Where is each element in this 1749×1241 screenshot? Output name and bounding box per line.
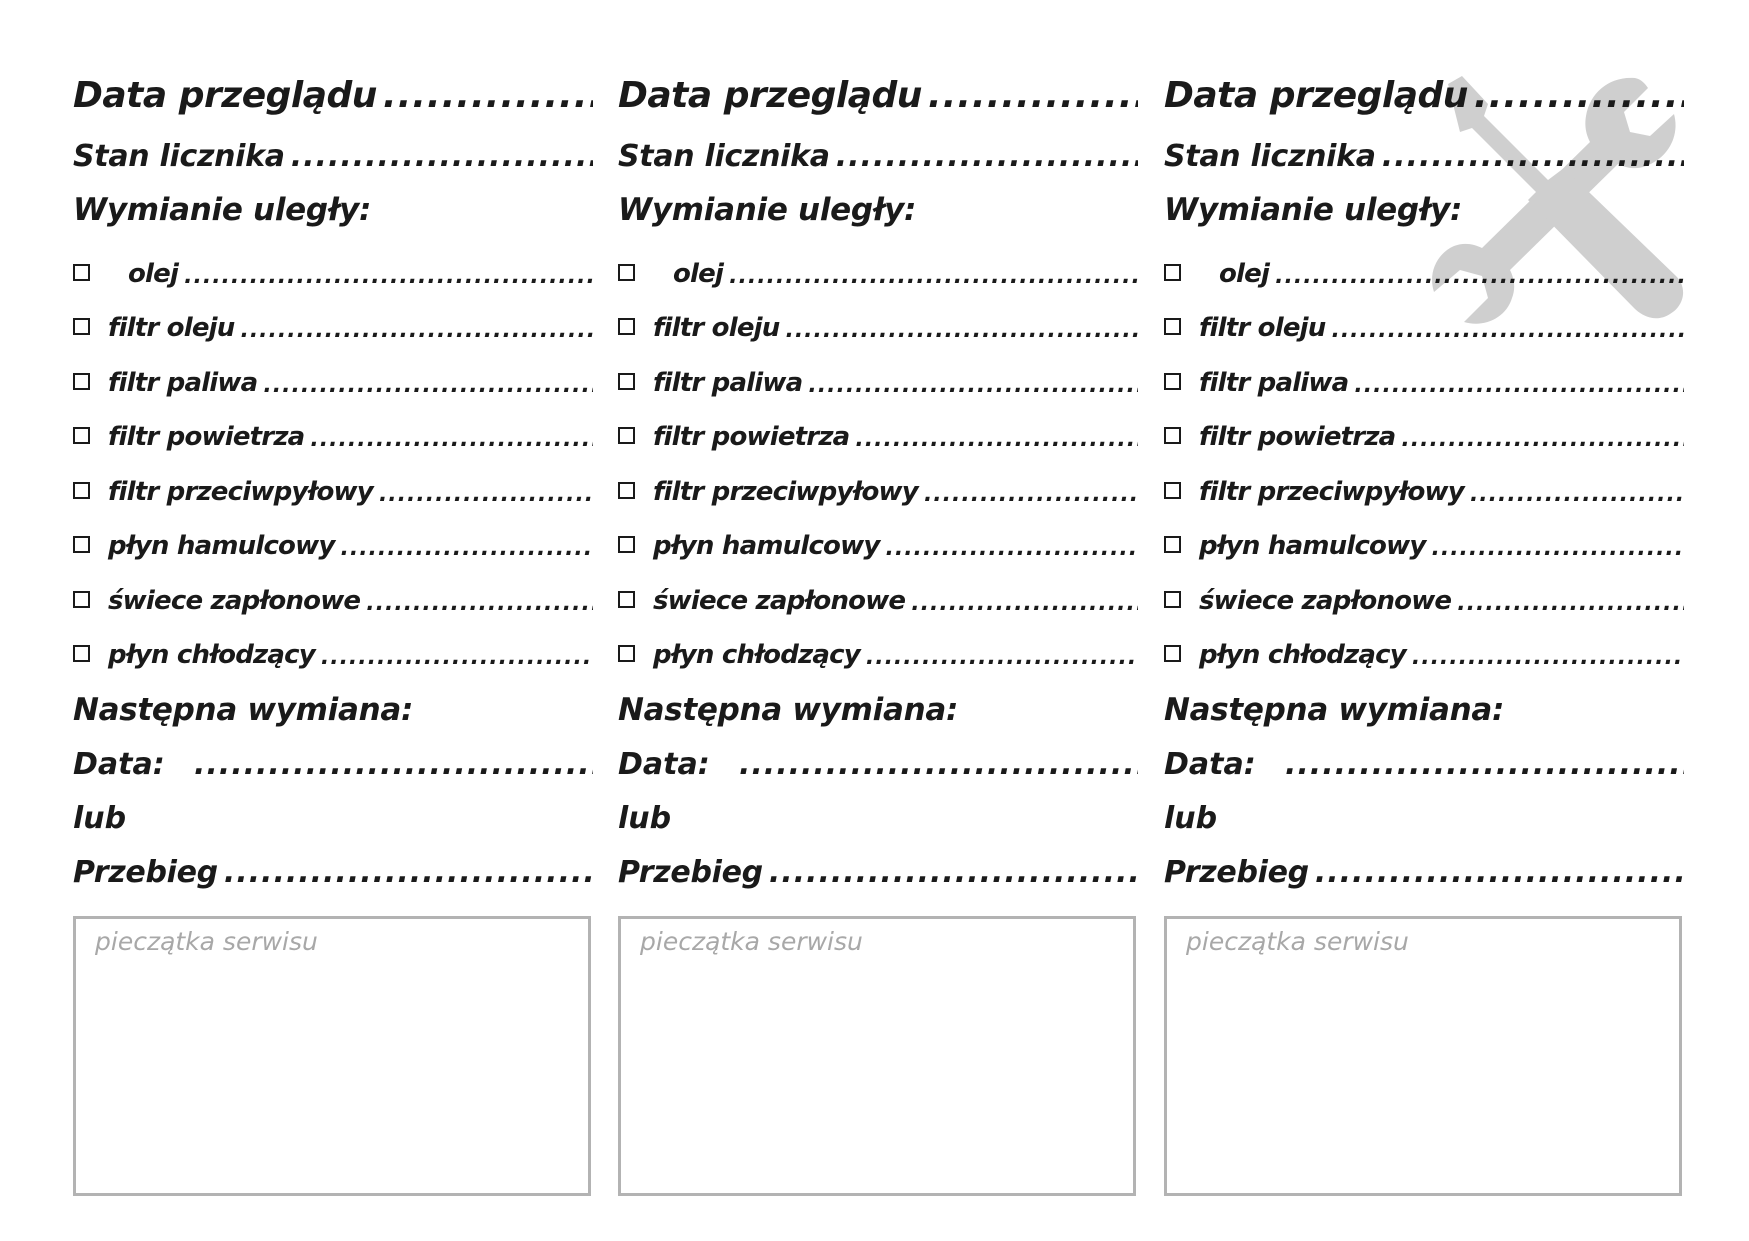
checkbox[interactable]	[618, 536, 635, 553]
stamp-label: pieczątka serwisu	[640, 927, 863, 956]
checkbox[interactable]	[73, 318, 90, 335]
item-field[interactable]	[1275, 264, 1684, 289]
service-column-1	[73, 58, 593, 1196]
item-field[interactable]	[911, 591, 1138, 616]
next-date-label: Data:	[618, 747, 710, 782]
inspection-date-row[interactable]	[618, 58, 1138, 116]
odometer-row[interactable]	[618, 118, 1138, 174]
next-date-label: Data:	[73, 747, 165, 782]
mileage-label: Przebieg	[73, 855, 218, 890]
item-spark-plugs[interactable]	[1164, 561, 1684, 616]
item-field[interactable]	[1470, 482, 1684, 507]
item-cabin-filter[interactable]	[73, 452, 593, 507]
item-field[interactable]	[1331, 318, 1684, 343]
item-label: filtr powietrza	[653, 422, 850, 452]
or-label: lub	[73, 801, 127, 836]
checkbox[interactable]	[1164, 427, 1181, 444]
item-air-filter[interactable]	[73, 398, 593, 453]
checkbox[interactable]	[1164, 373, 1181, 390]
item-field[interactable]	[240, 318, 593, 343]
item-oil[interactable]	[1164, 234, 1684, 289]
item-brake-fluid[interactable]	[618, 507, 1138, 562]
item-spark-plugs[interactable]	[73, 561, 593, 616]
replaced-heading: Wymianie uległy:	[1164, 192, 1463, 228]
item-field[interactable]	[1412, 645, 1684, 670]
next-date-row[interactable]	[1164, 728, 1684, 782]
item-field[interactable]	[321, 645, 593, 670]
odometer-row[interactable]	[73, 118, 593, 174]
item-label: płyn hamulcowy	[1199, 531, 1426, 561]
item-oil-filter[interactable]	[1164, 289, 1684, 344]
item-field[interactable]	[379, 482, 593, 507]
next-date-label: Data:	[1164, 747, 1256, 782]
mileage-field[interactable]	[224, 855, 593, 890]
next-change-heading: Następna wymiana:	[73, 692, 414, 728]
checkbox[interactable]	[73, 373, 90, 390]
service-stamp-box[interactable]	[73, 916, 591, 1196]
item-field[interactable]	[866, 645, 1138, 670]
odometer-label: Stan licznika	[73, 139, 285, 174]
checkbox[interactable]	[1164, 482, 1181, 499]
item-label: olej	[128, 258, 179, 289]
item-oil-filter[interactable]	[618, 289, 1138, 344]
next-date-row[interactable]	[618, 728, 1138, 782]
service-column-2	[618, 58, 1138, 1196]
checkbox[interactable]	[618, 318, 635, 335]
odometer-label: Stan licznika	[1164, 139, 1376, 174]
service-column-3	[1164, 58, 1684, 1196]
inspection-date-label: Data przeglądu	[73, 75, 377, 116]
item-oil[interactable]	[618, 234, 1138, 289]
item-label: płyn chłodzący	[653, 640, 860, 670]
odometer-field[interactable]	[291, 139, 593, 174]
item-label: filtr przeciwpyłowy	[1199, 476, 1464, 507]
item-label: filtr oleju	[653, 313, 780, 343]
item-field[interactable]	[885, 536, 1138, 561]
item-cabin-filter[interactable]	[618, 452, 1138, 507]
item-label: filtr powietrza	[108, 422, 305, 452]
or-label: lub	[618, 801, 672, 836]
mileage-row[interactable]	[73, 836, 593, 890]
odometer-row[interactable]	[1164, 118, 1684, 174]
item-oil-filter[interactable]	[73, 289, 593, 344]
item-label: filtr oleju	[108, 313, 235, 343]
item-label: świece zapłonowe	[653, 585, 906, 616]
or-label: lub	[1164, 801, 1218, 836]
checkbox[interactable]	[73, 645, 90, 662]
checkbox[interactable]	[618, 482, 635, 499]
item-oil[interactable]	[73, 234, 593, 289]
item-label: świece zapłonowe	[1199, 585, 1452, 616]
inspection-date-field[interactable]	[928, 75, 1138, 116]
item-label: płyn chłodzący	[108, 640, 315, 670]
item-label: olej	[1219, 258, 1270, 289]
checkbox[interactable]	[618, 264, 635, 281]
item-fuel-filter[interactable]	[73, 343, 593, 398]
item-cabin-filter[interactable]	[1164, 452, 1684, 507]
inspection-date-field[interactable]	[1474, 75, 1684, 116]
checkbox[interactable]	[73, 536, 90, 553]
next-change-heading: Następna wymiana:	[618, 692, 959, 728]
item-label: płyn hamulcowy	[108, 531, 335, 561]
item-label: płyn hamulcowy	[653, 531, 880, 561]
inspection-date-row[interactable]	[73, 58, 593, 116]
checkbox[interactable]	[73, 482, 90, 499]
service-stamp-box[interactable]	[618, 916, 1136, 1196]
checkbox[interactable]	[1164, 264, 1181, 281]
checkbox[interactable]	[1164, 318, 1181, 335]
inspection-date-label: Data przeglądu	[618, 75, 922, 116]
checkbox[interactable]	[73, 427, 90, 444]
item-field[interactable]	[1457, 591, 1684, 616]
item-field[interactable]	[263, 373, 593, 398]
item-brake-fluid[interactable]	[1164, 507, 1684, 562]
next-date-field[interactable]	[1285, 747, 1684, 782]
item-label: filtr powietrza	[1199, 422, 1396, 452]
checkbox[interactable]	[618, 645, 635, 662]
mileage-label: Przebieg	[618, 855, 763, 890]
item-field[interactable]	[924, 482, 1138, 507]
mileage-field[interactable]	[769, 855, 1138, 890]
inspection-date-field[interactable]	[383, 75, 593, 116]
item-coolant[interactable]	[618, 616, 1138, 671]
checkbox[interactable]	[618, 373, 635, 390]
item-label: filtr przeciwpyłowy	[653, 476, 918, 507]
replaced-heading: Wymianie uległy:	[73, 192, 372, 228]
odometer-label: Stan licznika	[618, 139, 830, 174]
item-field[interactable]	[808, 373, 1138, 398]
item-fuel-filter[interactable]	[1164, 343, 1684, 398]
item-field[interactable]	[729, 264, 1138, 289]
stamp-label: pieczątka serwisu	[1186, 927, 1409, 956]
item-spark-plugs[interactable]	[618, 561, 1138, 616]
next-date-field[interactable]	[194, 747, 593, 782]
mileage-row[interactable]	[618, 836, 1138, 890]
next-date-row[interactable]	[73, 728, 593, 782]
next-date-field[interactable]	[739, 747, 1138, 782]
item-label: świece zapłonowe	[108, 585, 361, 616]
item-air-filter[interactable]	[1164, 398, 1684, 453]
item-field[interactable]	[340, 536, 593, 561]
item-brake-fluid[interactable]	[73, 507, 593, 562]
item-field[interactable]	[785, 318, 1138, 343]
item-field[interactable]	[855, 427, 1138, 452]
item-coolant[interactable]	[73, 616, 593, 671]
checkbox[interactable]	[618, 427, 635, 444]
item-label: filtr oleju	[1199, 313, 1326, 343]
inspection-date-label: Data przeglądu	[1164, 75, 1468, 116]
item-label: filtr paliwa	[1199, 367, 1349, 398]
item-field[interactable]	[366, 591, 593, 616]
checkbox[interactable]	[618, 591, 635, 608]
odometer-field[interactable]	[1382, 139, 1684, 174]
item-label: filtr przeciwpyłowy	[108, 476, 373, 507]
item-label: filtr paliwa	[108, 367, 258, 398]
item-field[interactable]	[184, 264, 593, 289]
checkbox[interactable]	[1164, 536, 1181, 553]
checkbox[interactable]	[73, 591, 90, 608]
odometer-field[interactable]	[836, 139, 1138, 174]
inspection-date-row[interactable]	[1164, 58, 1684, 116]
item-field[interactable]	[1354, 373, 1684, 398]
checkbox[interactable]	[1164, 591, 1181, 608]
service-stamp-box[interactable]	[1164, 916, 1682, 1196]
mileage-field[interactable]	[1315, 855, 1684, 890]
item-field[interactable]	[310, 427, 593, 452]
mileage-label: Przebieg	[1164, 855, 1309, 890]
item-field[interactable]	[1431, 536, 1684, 561]
replaced-items-list	[73, 234, 593, 670]
item-label: płyn chłodzący	[1199, 640, 1406, 670]
stamp-label: pieczątka serwisu	[95, 927, 318, 956]
checkbox[interactable]	[1164, 645, 1181, 662]
mileage-row[interactable]	[1164, 836, 1684, 890]
checkbox[interactable]	[73, 264, 90, 281]
item-label: filtr paliwa	[653, 367, 803, 398]
item-air-filter[interactable]	[618, 398, 1138, 453]
item-field[interactable]	[1401, 427, 1684, 452]
replaced-items-list	[618, 234, 1138, 670]
item-label: olej	[673, 258, 724, 289]
item-coolant[interactable]	[1164, 616, 1684, 671]
replaced-items-list	[1164, 234, 1684, 670]
next-change-heading: Następna wymiana:	[1164, 692, 1505, 728]
replaced-heading: Wymianie uległy:	[618, 192, 917, 228]
item-fuel-filter[interactable]	[618, 343, 1138, 398]
